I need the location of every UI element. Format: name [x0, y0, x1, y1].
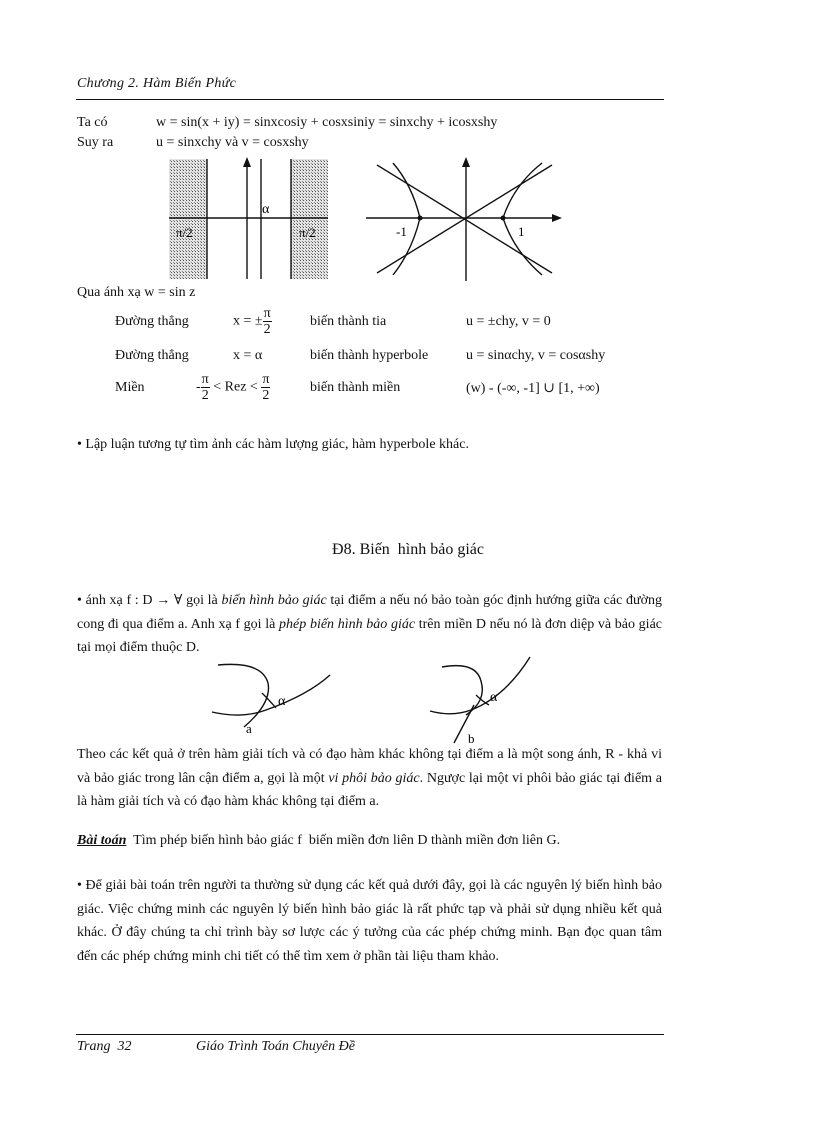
- running-header: Chương 2. Hàm Biến Phức: [77, 76, 237, 91]
- problem-statement: [77, 833, 560, 849]
- fraction-denominator: 2: [263, 322, 271, 337]
- right-point-label: b: [468, 731, 475, 746]
- hyperbola-u-axis-arrow: [552, 214, 562, 222]
- rez-inequality: < Rez <: [213, 379, 258, 395]
- left-angle-arc: [262, 693, 276, 708]
- strip-left-label: π/2: [176, 225, 193, 240]
- mapping-row-2-result: u = sinαchy, v = cosαshy: [466, 348, 606, 363]
- definition-paragraph: [77, 589, 662, 660]
- problem-text: Tìm phép biến hình bảo giác f biến miền đơn liên D thành miền đơn liên G.: [126, 833, 561, 848]
- footer-page-number: Trang 32: [77, 1039, 132, 1054]
- mapping-row-2-condition: x = α: [233, 348, 263, 363]
- figure-angle-curves: [0, 655, 816, 750]
- definition-text-3: trên miền D nếu nó là đơn diệp và bảo giác tại mọi điểm thuộc D.: [77, 616, 662, 655]
- strip-y-axis-arrow: [243, 157, 251, 167]
- fraction-pi-over-2: [261, 372, 270, 403]
- left-point-label: a: [246, 721, 252, 736]
- mapping-row-2-name: Đường thẳng: [115, 348, 189, 363]
- label-neg-one: -1: [396, 224, 407, 239]
- right-alpha: α: [490, 690, 498, 705]
- fraction-pi-over-2: [263, 306, 272, 337]
- mapping-row-3-result: (w) - (-∞, -1] ∪ [1, +∞): [466, 381, 600, 396]
- header-rule: [76, 99, 664, 100]
- mapping-row-3-condition: [196, 372, 270, 403]
- theorem-paragraph: [77, 743, 662, 814]
- strip-right-label: π/2: [299, 225, 316, 240]
- mapping-row-1-cond-prefix: x = ±: [233, 313, 263, 329]
- left-curve-1: [218, 664, 269, 727]
- term-conformal-transformation: phép biến hình bảo giác: [279, 616, 416, 632]
- hyperbola-right-branch: [503, 163, 542, 275]
- term-conformal-map: biến hình bảo giác: [221, 593, 327, 608]
- fraction-denominator: 2: [201, 388, 209, 403]
- theorem-text-2: . Ngược lại một vi phôi bảo giác tại điểm a là hàm giải tích và có đạo hàm khác không tại điểm a.: [77, 770, 662, 809]
- derivation-label-1: Ta có: [77, 115, 108, 130]
- definition-text-1: • ánh xạ f : D → ∀ gọi là: [77, 593, 222, 608]
- problem-label: Bài toán: [77, 833, 127, 848]
- fraction-pi-over-2: [201, 372, 210, 403]
- hyperbola-left-branch: [393, 163, 420, 275]
- term-conformal-diffeomorphism: vi phôi bảo giác: [328, 770, 420, 786]
- mapping-row-1-condition: [233, 306, 272, 337]
- mapping-row-1-name: Đường thẳng: [115, 314, 189, 329]
- mapping-row-1-result: u = ±chy, v = 0: [466, 314, 551, 329]
- label-pos-one: 1: [518, 224, 525, 239]
- point-pos-one: [501, 216, 506, 221]
- theorem-text-1: Theo các kết quả ở trên hàm giải tích và có đạo hàm khác không tại điểm a là một song ánh, R - khả vi và bảo giác trong lân cận điểm a, gọi là một: [77, 747, 662, 786]
- figure-strip-hyperbola: [0, 155, 816, 295]
- mapping-row-1-verb: biến thành tia: [310, 314, 387, 329]
- footer-rule: [76, 1034, 664, 1035]
- note-paragraph: • Lập luận tương tự tìm ảnh các hàm lượng giác, hàm hyperbole khác.: [77, 437, 469, 452]
- footer-book-title: Giáo Trình Toán Chuyên Đề: [196, 1039, 355, 1054]
- right-shaded-region: [291, 159, 328, 279]
- fraction-numerator: π: [262, 372, 270, 387]
- fraction-denominator: 2: [262, 388, 270, 403]
- strip-alpha-label: α: [262, 202, 270, 217]
- left-alpha: α: [278, 694, 286, 709]
- derivation-formula-1: w = sin(x + iy) = sinxcosiy + cosxsiniy = sinxchy + icosxshy: [156, 115, 498, 130]
- section-title: Đ8. Biến hình bảo giác: [332, 541, 484, 558]
- left-shaded-region: [169, 159, 207, 279]
- definition-text-2: tại điểm a nếu nó bảo toàn góc định hướng giữa các đường cong đi qua điểm a. Anh xạ f gọi là: [77, 593, 663, 632]
- left-curve-2: [212, 675, 330, 715]
- mapping-row-2-verb: biến thành hyperbole: [310, 348, 429, 363]
- fraction-numerator: π: [263, 306, 271, 321]
- mapping-row-3-verb: biến thành miền: [310, 380, 401, 395]
- mapping-intro: Qua ánh xạ w = sin z: [77, 285, 196, 300]
- fraction-numerator: π: [201, 372, 209, 387]
- derivation-formula-2: u = sinxchy và v = cosxshy: [156, 135, 309, 150]
- derivation-label-2: Suy ra: [77, 135, 114, 150]
- minus-sign: -: [196, 379, 201, 395]
- mapping-row-3-name: Miền: [115, 380, 145, 395]
- hyperbola-v-axis-arrow: [462, 157, 470, 167]
- point-neg-one: [418, 216, 423, 221]
- right-curve-2: [430, 657, 530, 714]
- closing-paragraph: • Để giải bài toán trên người ta thường sử dụng các kết quả dưới đây, gọi là các nguyên lý biến hình bảo giác. Việc chứng minh các nguyên lý biến hình bảo giác là rất phức tạp và phải sử dụng nhiều kết quả khác. Ở đây chúng ta chỉ trình bày sơ lược các ý tưởng của các phép chứng minh. Bạn đọc quan tâm đến các phép chứng minh chi tiết có thể tìm xem ở phần tài liệu tham khảo.: [77, 878, 662, 964]
